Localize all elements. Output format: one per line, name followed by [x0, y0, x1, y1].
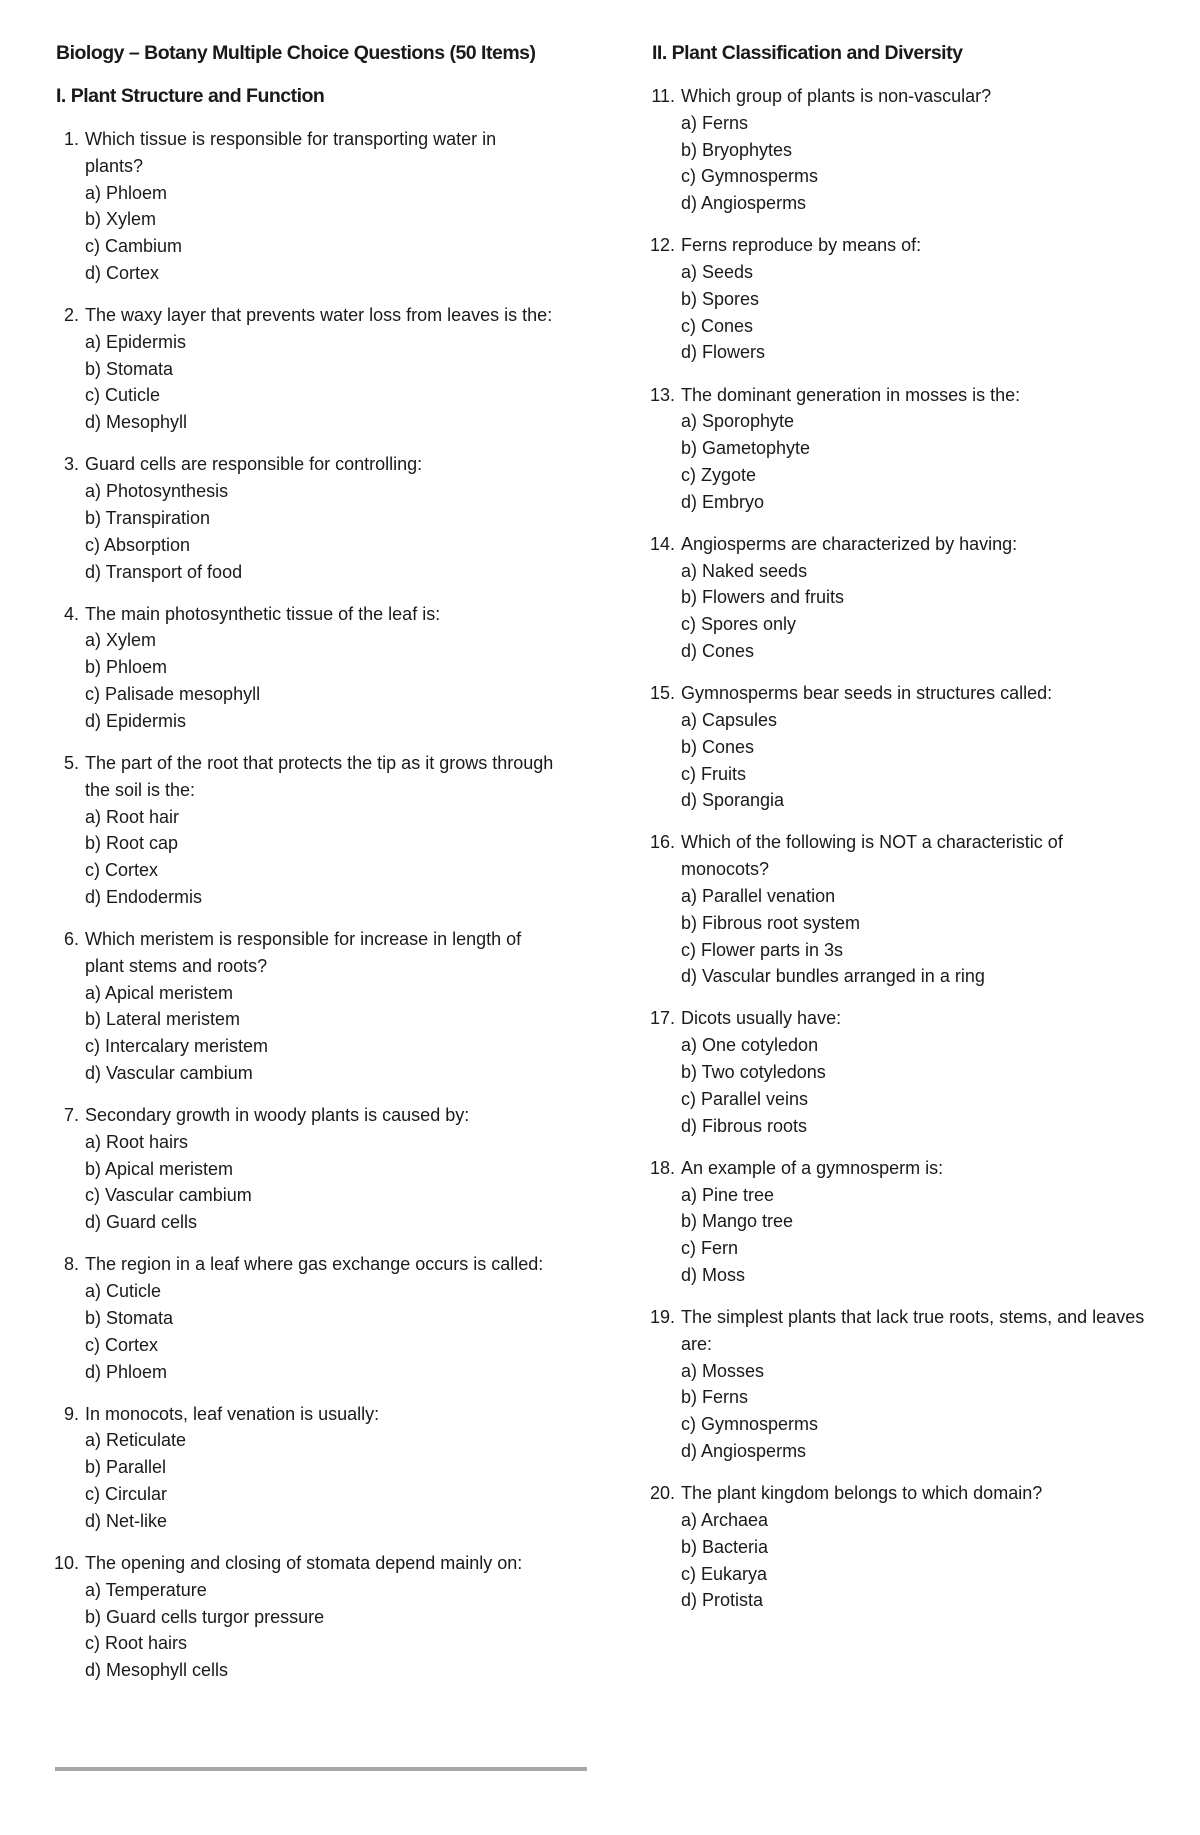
answer-option: a) Seeds [681, 262, 754, 283]
question-text: The waxy layer that prevents water loss from leaves is the: [85, 305, 553, 326]
answer-option: b) Parallel [85, 1457, 167, 1478]
answer-option: c) Parallel veins [681, 1088, 809, 1109]
question-item [649, 1005, 1152, 1139]
answer-option: a) Xylem [85, 630, 157, 651]
answer-option: a) Capsules [681, 709, 778, 730]
question-text: The simplest plants that lack true roots, stems, and leaves are: [681, 1307, 1145, 1354]
question-item [56, 926, 556, 1087]
answer-option: d) Transport of food [85, 561, 243, 582]
question-text: The part of the root that protects the tip as it grows through the soil is the: [85, 752, 554, 800]
question-item [56, 1401, 556, 1535]
question-number: 17. [649, 1008, 675, 1029]
question-text: The region in a leaf where gas exchange occurs is called: [85, 1254, 544, 1275]
question-number: 20. [649, 1483, 675, 1504]
answer-option: b) Fibrous root system [681, 912, 861, 933]
answer-option: c) Palisade mesophyll [85, 684, 261, 705]
answer-option: c) Vascular cambium [85, 1185, 252, 1206]
left-column [53, 40, 556, 1699]
answer-option: b) Root cap [85, 833, 179, 854]
answer-option: a) Pine tree [681, 1184, 775, 1205]
question-number: 19. [649, 1307, 675, 1328]
answer-option: a) Archaea [681, 1509, 769, 1530]
answer-option: d) Moss [681, 1264, 746, 1285]
answer-option: c) Gymnosperms [681, 1414, 819, 1435]
question-item [649, 829, 1152, 990]
answer-option: d) Epidermis [85, 710, 187, 731]
question-text: In monocots, leaf venation is usually: [85, 1403, 380, 1424]
answer-option: b) Guard cells turgor pressure [85, 1606, 325, 1627]
answer-option: b) Cones [681, 736, 755, 757]
answer-option: c) Gymnosperms [681, 166, 819, 187]
answer-option: d) Vascular bundles arranged in a ring [681, 966, 985, 987]
question-item [56, 451, 556, 585]
question-number: 1. [63, 129, 79, 149]
answer-option: b) Gametophyte [681, 438, 811, 459]
answer-option: d) Mesophyll [85, 412, 188, 433]
answer-option: c) Fern [681, 1238, 739, 1259]
answer-option: a) Phloem [85, 182, 168, 203]
question-number: 7. [63, 1105, 79, 1126]
answer-option: d) Cones [681, 641, 755, 662]
section-title-plant-classification: II. Plant Classification and Diversity [652, 42, 963, 64]
answer-option: c) Cuticle [85, 385, 161, 406]
answer-option: b) Bryophytes [681, 139, 793, 160]
question-text: Which group of plants is non-vascular? [681, 86, 992, 106]
question-item [649, 232, 1152, 366]
answer-option: a) Root hairs [85, 1131, 189, 1152]
answer-option: c) Cambium [85, 236, 183, 257]
answer-option: b) Two cotyledons [681, 1062, 826, 1083]
question-item [56, 126, 556, 287]
question-item [56, 1102, 556, 1236]
answer-option: a) Temperature [85, 1579, 207, 1600]
answer-option: c) Absorption [85, 534, 191, 555]
answer-option: b) Lateral meristem [85, 1009, 241, 1030]
question-item [56, 1251, 556, 1385]
question-item [652, 83, 1152, 217]
question-number: 11. [651, 86, 675, 106]
question-number: 3. [63, 454, 79, 475]
question-item [649, 1304, 1152, 1465]
question-number: 13. [649, 384, 675, 405]
answer-option: a) Ferns [681, 112, 749, 133]
bottom-divider [55, 1767, 587, 1771]
answer-option: d) Flowers [681, 342, 766, 363]
answer-option: a) Sporophyte [681, 411, 795, 432]
question-text: Which meristem is responsible for increase in length of plant stems and roots? [85, 929, 522, 976]
answer-option: c) Cortex [85, 860, 159, 881]
answer-option: a) Epidermis [85, 331, 187, 352]
answer-option: b) Flowers and fruits [681, 587, 845, 608]
answer-option: c) Intercalary meristem [85, 1036, 269, 1057]
question-text: An example of a gymnosperm is: [681, 1157, 944, 1178]
answer-option: a) Parallel venation [681, 886, 836, 906]
answer-option: d) Cortex [85, 262, 160, 283]
question-text: The opening and closing of stomata depend mainly on: [85, 1552, 523, 1573]
question-item [649, 680, 1152, 814]
question-number: 5. [63, 752, 79, 773]
question-number: 12. [649, 235, 675, 256]
answer-option: a) Mosses [681, 1360, 765, 1381]
question-number: 18. [649, 1157, 675, 1178]
question-list-section-1 [53, 126, 556, 1684]
question-item [649, 1480, 1152, 1614]
question-list-section-2 [649, 83, 1152, 1614]
question-item [53, 1550, 556, 1684]
answer-option: b) Phloem [85, 657, 168, 678]
answer-option: d) Guard cells [85, 1212, 198, 1233]
answer-option: a) One cotyledon [681, 1035, 819, 1056]
question-text: Ferns reproduce by means of: [681, 235, 922, 256]
answer-option: d) Phloem [85, 1361, 168, 1382]
question-number: 16. [649, 832, 675, 853]
answer-option: b) Apical meristem [85, 1158, 234, 1179]
answer-option: c) Cortex [85, 1334, 159, 1355]
question-number: 14. [649, 533, 675, 554]
answer-option: c) Fruits [681, 763, 746, 784]
answer-option: d) Endodermis [85, 886, 203, 907]
answer-option: d) Fibrous roots [681, 1115, 808, 1136]
answer-option: a) Naked seeds [681, 560, 808, 581]
question-text: The main photosynthetic tissue of the leaf is: [85, 603, 441, 624]
answer-option: a) Root hair [85, 806, 180, 827]
document-title: Biology – Botany Multiple Choice Questions (50 Items) [56, 42, 536, 64]
question-text: Angiosperms are characterized by having: [681, 533, 1018, 554]
answer-option: d) Protista [681, 1590, 764, 1611]
question-item [649, 531, 1152, 665]
answer-option: d) Angiosperms [681, 1441, 807, 1462]
answer-option: b) Stomata [85, 1307, 174, 1328]
question-number: 9. [63, 1403, 79, 1424]
section-title-plant-structure: I. Plant Structure and Function [56, 85, 325, 107]
question-item [649, 382, 1152, 516]
question-number: 8. [63, 1254, 79, 1275]
answer-option: b) Ferns [681, 1387, 749, 1408]
question-number: 15. [649, 683, 675, 704]
question-text: Gymnosperms bear seeds in structures called: [681, 683, 1053, 704]
question-text: Guard cells are responsible for controlling: [85, 454, 423, 475]
right-column [649, 40, 1152, 1629]
answer-option: a) Reticulate [85, 1430, 187, 1451]
question-item [56, 601, 556, 735]
answer-option: c) Cones [681, 315, 754, 336]
answer-option: a) Apical meristem [85, 982, 234, 1003]
question-text: Secondary growth in woody plants is caused by: [85, 1105, 470, 1126]
question-number: 4. [63, 603, 79, 624]
answer-option: c) Eukarya [681, 1563, 768, 1584]
answer-option: d) Angiosperms [681, 193, 807, 214]
answer-option: c) Circular [85, 1484, 168, 1505]
answer-option: a) Cuticle [85, 1281, 162, 1302]
answer-option: b) Xylem [85, 209, 157, 230]
question-text: Which of the following is NOT a characteristic of monocots? [681, 832, 1063, 880]
answer-option: c) Spores only [681, 614, 797, 635]
answer-option: b) Mango tree [681, 1211, 794, 1232]
answer-option: a) Photosynthesis [85, 481, 229, 502]
question-number: 6. [63, 929, 79, 949]
question-item [56, 750, 556, 911]
question-text: The plant kingdom belongs to which domain? [681, 1483, 1043, 1504]
answer-option: c) Zygote [681, 464, 757, 485]
answer-option: d) Embryo [681, 491, 765, 512]
question-item [649, 1155, 1152, 1289]
answer-option: b) Transpiration [85, 507, 211, 528]
answer-option: d) Vascular cambium [85, 1062, 253, 1083]
question-text: The dominant generation in mosses is the: [681, 384, 1021, 405]
answer-option: d) Mesophyll cells [85, 1660, 229, 1681]
question-text: Dicots usually have: [681, 1008, 842, 1029]
question-number: 10. [53, 1552, 79, 1573]
answer-option: d) Net-like [85, 1510, 168, 1531]
answer-option: c) Root hairs [85, 1633, 188, 1654]
answer-option: b) Spores [681, 288, 760, 309]
question-number: 2. [63, 305, 79, 326]
answer-option: c) Flower parts in 3s [681, 939, 844, 960]
question-item [56, 302, 556, 436]
answer-option: b) Bacteria [681, 1536, 769, 1557]
answer-option: b) Stomata [85, 358, 174, 379]
question-text: Which tissue is responsible for transporting water in plants? [85, 129, 497, 176]
answer-option: d) Sporangia [681, 790, 785, 811]
